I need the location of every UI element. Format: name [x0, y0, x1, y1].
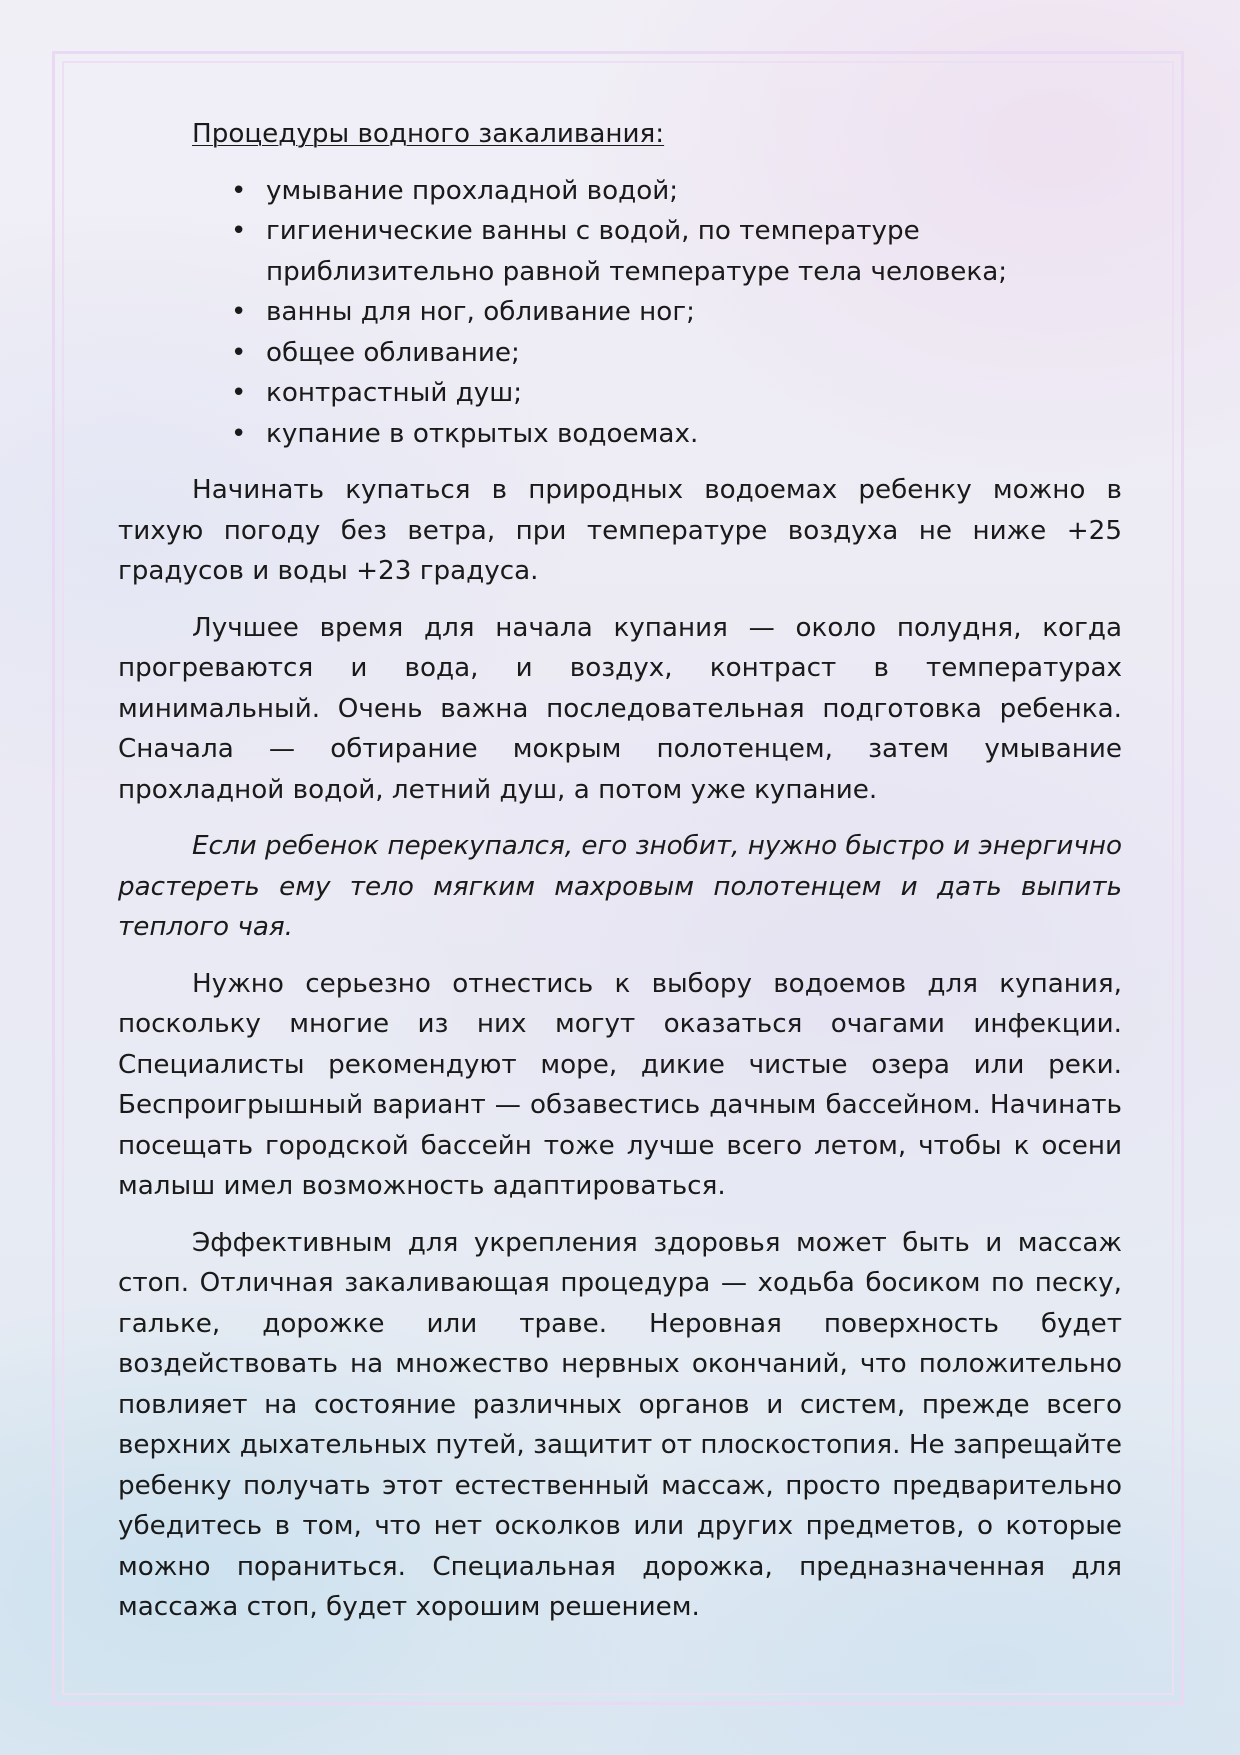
bullet-icon: •: [231, 175, 247, 206]
bullet-icon: •: [231, 216, 247, 246]
procedures-list: [118, 171, 1122, 455]
list-item: • гигиенические ванны с водой, по температуре приблизительно равной температуре тела человека;: [266, 211, 1122, 292]
list-item: • умывание прохладной водой;: [266, 171, 1122, 212]
bullet-icon: •: [231, 337, 247, 368]
paragraph-best-time: Лучшее время для начала купания — около полудня, когда прогреваются и вода, и воздух, контраст в температурах минимальный. Очень важна последовательная подготовка ребенка. Сначала — обтирание мокрым полотенцем, затем умывание прохладной водой, летний душ, а потом уже купание.: [118, 612, 1122, 805]
paragraph-water-choice: Нужно серьезно отнестись к выбору водоемов для купания, поскольку многие из них могут оказаться очагами инфекции. Специалисты рекомендуют море, дикие чистые озера или реки. Беспроигрышный вариант — обзавестись дачным бассейном. Начинать посещать городской бассейн тоже лучше всего летом, чтобы к осени малыш имел возможность адаптироваться.: [118, 968, 1122, 1201]
paragraph-swimming-conditions: Начинать купаться в природных водоемах ребенку можно в тихую погоду без ветра, при температуре воздуха не ниже +25 градусов и воды +23 градуса.: [118, 475, 1122, 586]
list-item: • контрастный душ;: [266, 373, 1122, 414]
list-item: • купание в открытых водоемах.: [266, 414, 1122, 455]
bullet-icon: •: [231, 378, 247, 408]
paragraph-chill-advice: Если ребенок перекупался, его знобит, нужно быстро и энергично растереть ему тело мягким махровым полотенцем и дать выпить теплого чая.: [118, 831, 1122, 942]
document-body: [118, 114, 1122, 1644]
list-item: • общее обливание;: [266, 333, 1122, 374]
list-item: • ванны для ног, обливание ног;: [266, 292, 1122, 333]
paragraph-foot-massage: Эффективным для укрепления здоровья может быть и массаж стоп. Отличная закаливающая процедура — ходьба босиком по песку, гальке, дорожке или траве. Неровная поверхность будет воздействовать на множество нервных окончаний, что положительно повлияет на состояние различных органов и систем, прежде всего верхних дыхательных путей, защитит от плоскостопия. Не запрещайте ребенку получать этот естественный массаж, просто предварительно убедитесь в том, что нет осколков или других предметов, о которые можно пораниться. Специальная дорожка, предназначенная для массажа стоп, будет хорошим решением.: [118, 1227, 1122, 1622]
bullet-icon: •: [231, 297, 247, 327]
section-heading: Процедуры водного закаливания:: [192, 119, 665, 149]
bullet-icon: •: [231, 418, 247, 449]
